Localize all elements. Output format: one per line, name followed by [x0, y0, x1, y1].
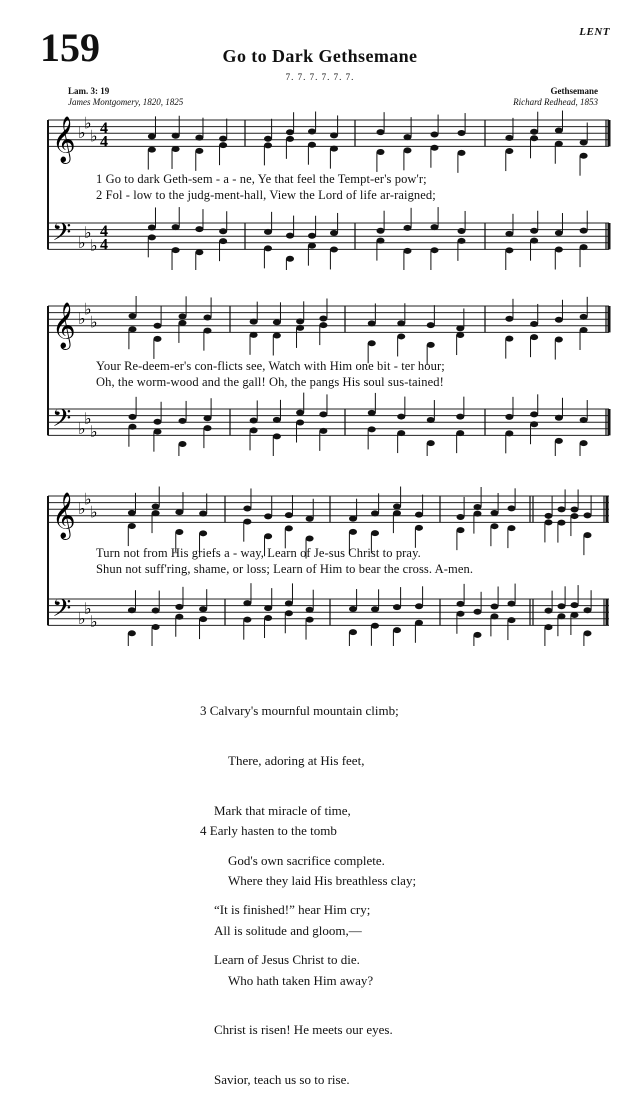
- note-alto: [555, 141, 563, 147]
- note-alto: [349, 529, 357, 535]
- key-flat: ♭: [90, 614, 98, 632]
- note-bass: [308, 243, 316, 249]
- note-bass: [148, 234, 156, 240]
- scripture-reference: Lam. 3: 19: [68, 86, 110, 96]
- note-bass: [580, 244, 588, 250]
- stanza-4-line-3: All is solitude and gloom,—: [214, 922, 362, 938]
- note-tenor: [285, 600, 293, 606]
- system-1-lyric-verse-1: 1 Go to dark Geth-sem - a - ne, Ye that feel the Tempt-er's pow'r;: [96, 172, 427, 186]
- note-tenor: [377, 228, 385, 234]
- note-bass: [179, 441, 187, 447]
- note-soprano: [397, 320, 405, 326]
- note-alto: [129, 326, 137, 332]
- key-flat: ♭: [84, 224, 92, 242]
- bass-clef: 𝄢: [52, 593, 72, 629]
- note-tenor: [505, 231, 513, 237]
- note-alto: [545, 519, 553, 525]
- note-soprano: [179, 313, 187, 319]
- note-bass: [404, 248, 412, 254]
- note-alto: [204, 328, 212, 334]
- key-flat: ♭: [84, 410, 92, 428]
- note-soprano: [580, 140, 588, 146]
- note-bass: [296, 420, 304, 426]
- key-flat: ♭: [78, 234, 86, 252]
- key-flat: ♭: [90, 314, 98, 332]
- time-signature-bottom: 4: [100, 236, 108, 254]
- key-flat: ♭: [84, 115, 92, 133]
- note-alto: [306, 536, 314, 542]
- note-tenor: [457, 601, 465, 607]
- note-alto: [219, 142, 227, 148]
- note-tenor: [264, 605, 272, 611]
- note-alto: [404, 147, 412, 153]
- note-tenor: [474, 609, 482, 615]
- note-soprano: [558, 506, 566, 512]
- note-tenor: [393, 604, 401, 610]
- note-tenor: [286, 233, 294, 239]
- note-tenor: [530, 228, 538, 234]
- note-soprano: [250, 319, 258, 325]
- note-soprano: [219, 136, 227, 142]
- note-tenor: [306, 607, 314, 613]
- time-signature-top: 4: [100, 223, 108, 241]
- note-soprano: [172, 133, 180, 139]
- note-bass: [555, 247, 563, 253]
- section-label: LENT: [579, 26, 610, 38]
- treble-clef: 𝄞: [52, 116, 76, 163]
- note-bass: [377, 238, 385, 244]
- note-soprano: [530, 129, 538, 135]
- note-tenor: [456, 414, 464, 420]
- note-alto: [397, 333, 405, 339]
- note-bass: [584, 630, 592, 636]
- treble-staff: [48, 120, 609, 146]
- note-tenor: [584, 607, 592, 613]
- note-tenor: [330, 230, 338, 236]
- note-soprano: [264, 513, 272, 519]
- bass-staff: [48, 223, 609, 249]
- note-soprano: [393, 504, 401, 510]
- note-bass: [530, 238, 538, 244]
- bass-clef: 𝄢: [52, 217, 72, 253]
- note-alto: [431, 145, 439, 151]
- note-bass: [427, 440, 435, 446]
- note-bass: [199, 616, 207, 622]
- note-soprano: [330, 132, 338, 138]
- key-flat: ♭: [78, 610, 86, 628]
- time-signature-bottom: 4: [100, 133, 108, 151]
- note-tenor: [571, 602, 579, 608]
- note-tenor: [371, 606, 379, 612]
- stanza-3-number: 3: [200, 703, 207, 719]
- note-tenor: [580, 228, 588, 234]
- system-2-lyric-verse-2: Oh, the worm-wood and the gall! Oh, the pangs His soul sus-tained!: [96, 375, 444, 389]
- key-flat: ♭: [90, 424, 98, 442]
- note-alto: [415, 525, 423, 531]
- note-soprano: [129, 313, 137, 319]
- note-soprano: [195, 135, 203, 141]
- note-bass: [505, 247, 513, 253]
- note-soprano: [555, 317, 563, 323]
- note-soprano: [571, 506, 579, 512]
- note-soprano: [128, 510, 136, 516]
- note-tenor: [404, 225, 412, 231]
- note-alto: [457, 527, 465, 533]
- system-2-lyric-verse-1: Your Re-deem-er's con-flicts see, Watch with Him one bit - ter hour;: [96, 359, 445, 373]
- note-soprano: [491, 510, 499, 516]
- note-soprano: [457, 514, 465, 520]
- note-soprano: [508, 505, 516, 511]
- key-flat: ♭: [84, 600, 92, 618]
- note-soprano: [273, 319, 281, 325]
- note-bass: [457, 611, 465, 617]
- note-tenor: [558, 603, 566, 609]
- note-soprano: [368, 320, 376, 326]
- stanza-3-line-4: God's own sacrifice complete.: [228, 852, 385, 868]
- note-soprano: [474, 504, 482, 510]
- note-soprano: [580, 314, 588, 320]
- note-tenor: [195, 226, 203, 232]
- note-alto: [555, 337, 563, 343]
- note-bass: [204, 425, 212, 431]
- key-flat: ♭: [78, 311, 86, 329]
- note-bass: [508, 617, 516, 623]
- note-bass: [456, 430, 464, 436]
- note-bass: [319, 428, 327, 434]
- stanza-4-line-4: Who hath taken Him away?: [228, 972, 374, 988]
- note-bass: [152, 624, 160, 630]
- note-alto: [558, 520, 566, 526]
- note-tenor: [154, 419, 162, 425]
- note-bass: [474, 632, 482, 638]
- note-alto: [199, 530, 207, 536]
- time-signature-top: 4: [100, 120, 108, 138]
- note-alto: [319, 322, 327, 328]
- note-alto: [154, 336, 162, 342]
- note-alto: [264, 142, 272, 148]
- note-alto: [491, 523, 499, 529]
- stanza-4-line-6: Savior, teach us so to rise.: [214, 1072, 350, 1088]
- note-bass: [580, 440, 588, 446]
- system-3-lyric-verse-2: Shun not suff'ring, shame, or loss; Learn of Him to bear the cross. A-men.: [96, 562, 474, 576]
- note-alto: [128, 523, 136, 529]
- note-alto: [152, 510, 160, 516]
- note-bass: [128, 630, 136, 636]
- note-soprano: [427, 322, 435, 328]
- note-soprano: [199, 511, 207, 517]
- key-flat: ♭: [90, 504, 98, 522]
- note-soprano: [371, 510, 379, 516]
- note-bass: [154, 429, 162, 435]
- note-alto: [530, 334, 538, 340]
- note-alto: [371, 530, 379, 536]
- bass-staff: [48, 409, 609, 435]
- system-3-lyric-verse-1: Turn not from His griefs a - way, Learn of Je-sus Christ to pray.: [96, 546, 421, 560]
- stanza-4-line-1: Early hasten to the tomb: [209, 823, 337, 839]
- note-tenor: [545, 608, 553, 614]
- note-alto: [368, 340, 376, 346]
- note-alto: [474, 511, 482, 517]
- note-soprano: [505, 316, 513, 322]
- note-tenor: [264, 229, 272, 235]
- stanza-3-line-1: Calvary's mournful mountain climb;: [209, 703, 399, 719]
- note-soprano: [415, 512, 423, 518]
- hymn-title: Go to Dark Gethsemane: [222, 46, 418, 66]
- note-tenor: [458, 228, 466, 234]
- key-flat: ♭: [78, 501, 86, 519]
- key-flat: ♭: [84, 301, 92, 319]
- composer-credit: Richard Redhead, 1853: [513, 97, 598, 107]
- note-soprano: [308, 128, 316, 134]
- note-bass: [273, 433, 281, 439]
- stanza-3-line-3: Mark that miracle of time,: [214, 802, 351, 818]
- note-alto: [273, 333, 281, 339]
- note-bass: [286, 256, 294, 262]
- note-tenor: [128, 607, 136, 613]
- note-bass: [306, 617, 314, 623]
- note-alto: [175, 529, 183, 535]
- note-tenor: [555, 230, 563, 236]
- note-bass: [368, 426, 376, 432]
- note-tenor: [199, 606, 207, 612]
- note-soprano: [264, 136, 272, 142]
- note-bass: [349, 629, 357, 635]
- note-alto: [264, 533, 272, 539]
- note-bass: [285, 610, 293, 616]
- note-alto: [584, 532, 592, 538]
- note-tenor: [308, 233, 316, 239]
- treble-clef: 𝄞: [52, 302, 76, 349]
- note-bass: [505, 430, 513, 436]
- note-bass: [243, 617, 251, 623]
- bass-clef: 𝄢: [52, 403, 72, 439]
- note-bass: [129, 424, 137, 430]
- note-bass: [371, 623, 379, 629]
- note-alto: [148, 147, 156, 153]
- key-flat: ♭: [78, 125, 86, 143]
- note-tenor: [273, 417, 281, 423]
- note-tenor: [296, 410, 304, 416]
- note-tenor: [491, 603, 499, 609]
- note-alto: [508, 525, 516, 531]
- author-credit: James Montgomery, 1820, 1825: [68, 97, 184, 107]
- note-soprano: [204, 314, 212, 320]
- note-alto: [330, 146, 338, 152]
- note-tenor: [204, 415, 212, 421]
- note-tenor: [368, 410, 376, 416]
- treble-staff: [48, 496, 609, 522]
- note-bass: [530, 421, 538, 427]
- note-alto: [250, 332, 258, 338]
- note-bass: [571, 612, 579, 618]
- note-tenor: [152, 608, 160, 614]
- note-alto: [458, 150, 466, 156]
- note-bass: [397, 430, 405, 436]
- note-bass: [330, 246, 338, 252]
- note-soprano: [285, 512, 293, 518]
- note-bass: [172, 247, 180, 253]
- note-soprano: [175, 509, 183, 515]
- note-soprano: [555, 128, 563, 134]
- note-tenor: [319, 411, 327, 417]
- note-soprano: [505, 135, 513, 141]
- note-soprano: [458, 130, 466, 136]
- note-soprano: [243, 505, 251, 511]
- note-soprano: [456, 325, 464, 331]
- note-tenor: [508, 601, 516, 607]
- stanza-4-line-2: Where they laid His breathless clay;: [228, 872, 417, 888]
- note-alto: [286, 136, 294, 142]
- note-soprano: [584, 512, 592, 518]
- note-alto: [505, 148, 513, 154]
- note-tenor: [415, 603, 423, 609]
- note-soprano: [349, 516, 357, 522]
- note-alto: [243, 519, 251, 525]
- note-soprano: [306, 516, 314, 522]
- note-soprano: [286, 129, 294, 135]
- note-alto: [393, 510, 401, 516]
- hymn-number: 159: [40, 25, 100, 70]
- note-alto: [571, 513, 579, 519]
- note-alto: [172, 146, 180, 152]
- note-bass: [545, 624, 553, 630]
- note-tenor: [250, 417, 258, 423]
- note-bass: [458, 238, 466, 244]
- note-soprano: [377, 129, 385, 135]
- note-bass: [175, 614, 183, 620]
- note-tenor: [580, 417, 588, 423]
- stanza-4-number: 4: [200, 823, 207, 839]
- note-tenor: [148, 224, 156, 230]
- key-flat: ♭: [90, 238, 98, 256]
- note-bass: [555, 438, 563, 444]
- note-alto: [308, 142, 316, 148]
- note-bass: [558, 613, 566, 619]
- note-bass: [491, 613, 499, 619]
- note-tenor: [243, 600, 251, 606]
- note-tenor: [530, 411, 538, 417]
- note-tenor: [172, 224, 180, 230]
- tune-name: Gethsemane: [550, 86, 598, 96]
- note-soprano: [296, 318, 304, 324]
- note-tenor: [427, 417, 435, 423]
- note-alto: [530, 135, 538, 141]
- note-alto: [456, 332, 464, 338]
- key-flat: ♭: [90, 128, 98, 146]
- note-tenor: [349, 606, 357, 612]
- note-bass: [195, 249, 203, 255]
- note-soprano: [148, 133, 156, 139]
- note-tenor: [175, 604, 183, 610]
- stanza-3-line-2: There, adoring at His feet,: [228, 752, 365, 768]
- note-alto: [580, 327, 588, 333]
- note-alto: [505, 336, 513, 342]
- note-alto: [580, 153, 588, 159]
- note-alto: [296, 325, 304, 331]
- stanza-3-line-5: “It is finished!” hear Him cry;: [214, 902, 371, 918]
- note-soprano: [152, 504, 160, 510]
- note-tenor: [397, 414, 405, 420]
- note-soprano: [545, 513, 553, 519]
- note-bass: [415, 620, 423, 626]
- note-soprano: [154, 323, 162, 329]
- note-bass: [264, 615, 272, 621]
- note-alto: [427, 342, 435, 348]
- note-soprano: [431, 132, 439, 138]
- stanza-4-line-5: Christ is risen! He meets our eyes.: [214, 1022, 393, 1038]
- key-flat: ♭: [78, 420, 86, 438]
- note-tenor: [431, 224, 439, 230]
- note-tenor: [179, 418, 187, 424]
- meter: 7. 7. 7. 7. 7. 7.: [285, 72, 355, 82]
- treble-clef: 𝄞: [52, 492, 76, 539]
- note-bass: [250, 427, 258, 433]
- note-alto: [195, 148, 203, 154]
- note-tenor: [555, 415, 563, 421]
- note-bass: [219, 238, 227, 244]
- note-tenor: [219, 228, 227, 234]
- note-bass: [264, 245, 272, 251]
- note-soprano: [319, 315, 327, 321]
- stanza-4: [200, 790, 416, 1105]
- note-bass: [393, 627, 401, 633]
- note-alto: [285, 525, 293, 531]
- note-alto: [179, 320, 187, 326]
- note-tenor: [505, 414, 513, 420]
- key-flat: ♭: [84, 491, 92, 509]
- note-alto: [377, 149, 385, 155]
- note-tenor: [129, 414, 137, 420]
- note-soprano: [530, 321, 538, 327]
- stanza-3-line-6: Learn of Jesus Christ to die.: [214, 952, 360, 968]
- note-soprano: [404, 134, 412, 140]
- system-1-lyric-verse-2: 2 Fol - low to the judg-ment-hall, View the Lord of life ar-raigned;: [96, 188, 436, 202]
- note-bass: [431, 247, 439, 253]
